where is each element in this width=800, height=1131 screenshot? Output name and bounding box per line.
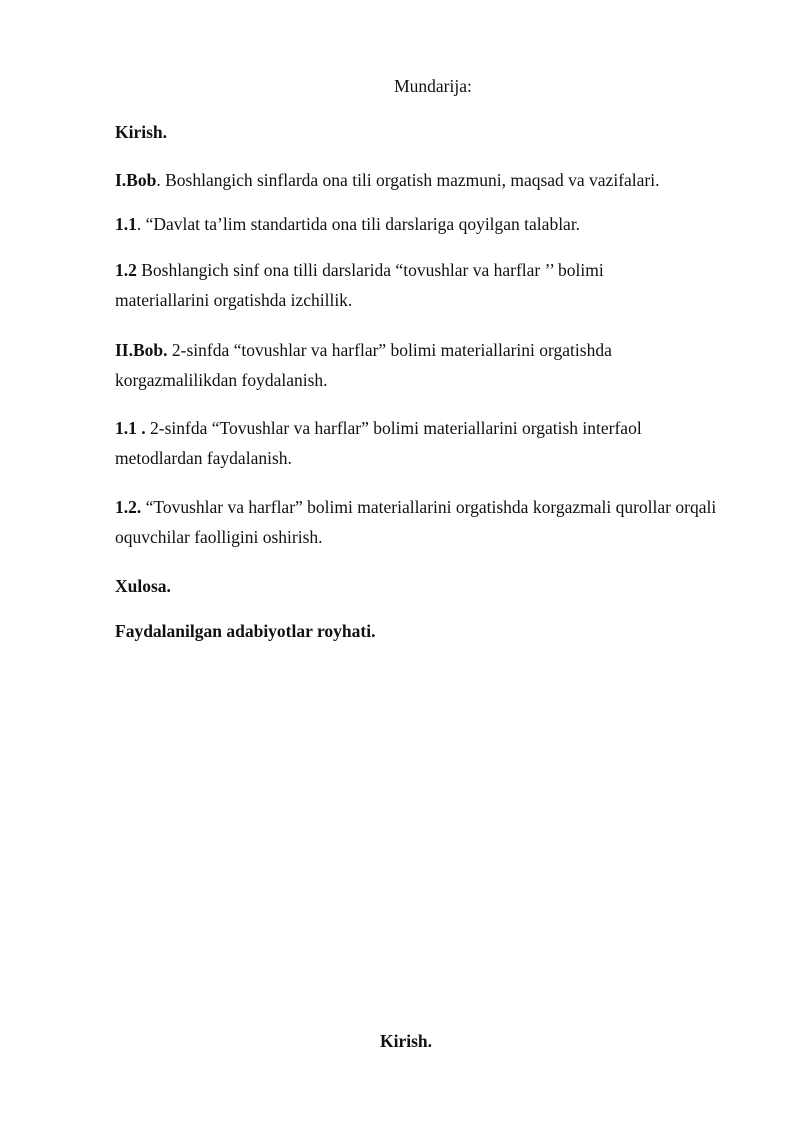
toc-section-1-1 bbox=[115, 209, 735, 239]
toc-intro: Kirish. bbox=[115, 122, 168, 142]
toc-section-2-1-number: 1.1 . bbox=[115, 418, 146, 438]
toc-chapter-1 bbox=[115, 165, 735, 195]
toc-section-1-1-text: . “Davlat ta’lim standartida ona tili darslariga qoyilgan talablar. bbox=[136, 214, 581, 234]
toc-section-2-1 bbox=[115, 413, 705, 473]
section-heading-intro: Kirish. bbox=[379, 1031, 433, 1051]
toc-chapter-1-number: I.Bob bbox=[115, 170, 157, 190]
toc-section-1-2 bbox=[115, 255, 675, 315]
toc-chapter-1-text: . Boshlangich sinflarda ona tili orgatish mazmuni, maqsad va vazifalari. bbox=[156, 170, 660, 190]
toc-section-1-2-number: 1.2 bbox=[115, 260, 137, 280]
toc-section-2-2 bbox=[115, 492, 730, 552]
toc-chapter-2 bbox=[115, 335, 675, 395]
toc-section-1-2-text: Boshlangich sinf ona tilli darslarida “tovushlar va harflar ’’ bolimi materiallarini orgatishda izchillik. bbox=[115, 260, 604, 310]
toc-title: Mundarija: bbox=[394, 76, 472, 96]
toc-section-2-1-text: 2-sinfda “Tovushlar va harflar” bolimi materiallarini orgatish interfaol metodlardan faydalanish. bbox=[115, 418, 642, 468]
toc-section-2-2-text: “Tovushlar va harflar” bolimi materiallarini orgatishda korgazmali qurollar orqali oquvchilar faolligini oshirish. bbox=[115, 497, 717, 547]
toc-references: Faydalanilgan adabiyotlar royhati. bbox=[115, 621, 376, 641]
toc-conclusion: Xulosa. bbox=[115, 576, 171, 596]
toc-section-1-1-number: 1.1 bbox=[115, 214, 137, 234]
toc-section-2-2-number: 1.2. bbox=[115, 497, 142, 517]
toc-chapter-2-text: 2-sinfda “tovushlar va harflar” bolimi materiallarini orgatishda korgazmalilikdan foydalanish. bbox=[115, 340, 612, 390]
toc-chapter-2-number: II.Bob. bbox=[115, 340, 168, 360]
